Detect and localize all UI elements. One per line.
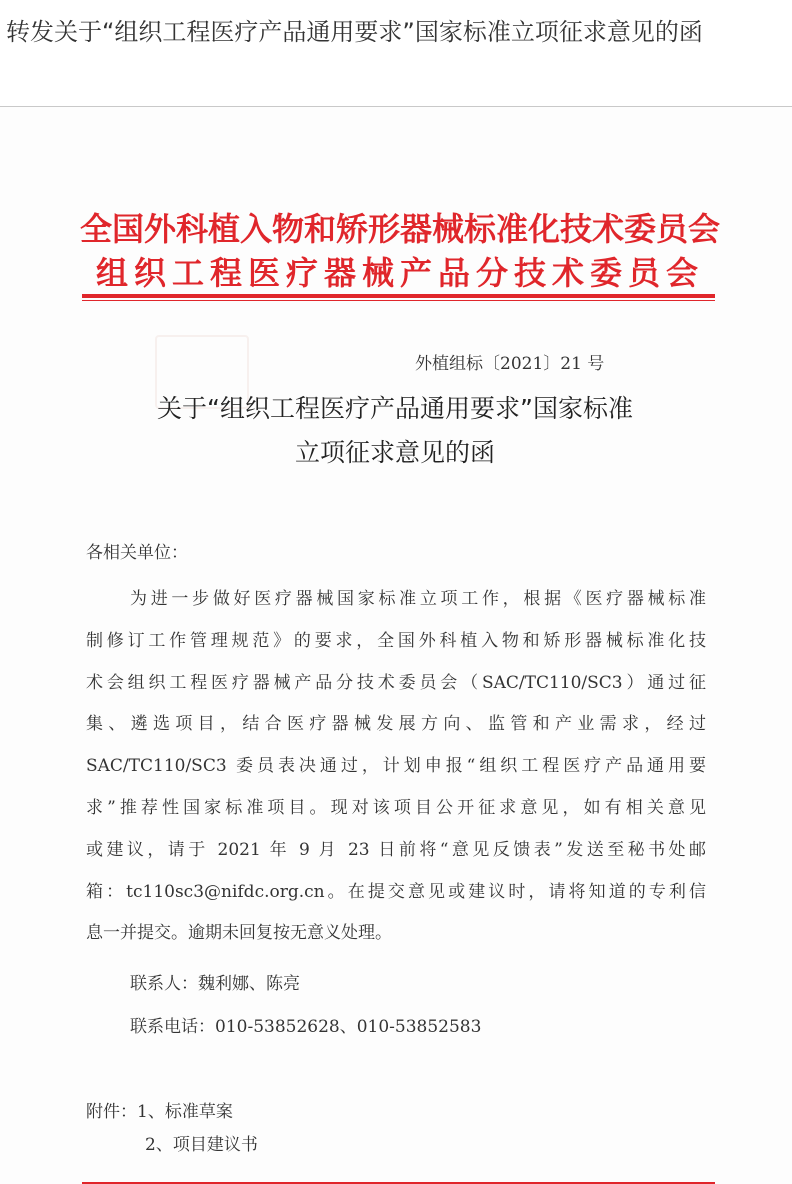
paragraph-line: 息一并提交。逾期未回复按无意义处理。	[86, 923, 392, 944]
paragraph-line: SAC/TC110/SC3 委员表决通过，计划申报“组织工程医疗产品通用要	[86, 756, 706, 777]
paragraph-line: 箱：tc110sc3@nifdc.org.cn。在提交意见或建议时，请将知道的专利信	[86, 881, 706, 902]
document-scan	[0, 107, 792, 1184]
document-title	[80, 387, 710, 475]
attachment-1: 附件：1、标准草案	[86, 1102, 233, 1122]
paragraph-line: 制修订工作管理规范》的要求，全国外科植入物和矫形器械标准化技	[86, 630, 706, 651]
letterhead-line-1: 全国外科植入物和矫形器械标准化技术委员会	[80, 210, 721, 248]
document-number: 外植组标〔2021〕21 号	[415, 354, 605, 374]
paragraph-line: 术会组织工程医疗器械产品分技术委员会（SAC/TC110/SC3）通过征	[86, 672, 706, 693]
paragraph-line: 求”推荐性国家标准项目。现对该项目公开征求意见，如有相关意见	[86, 797, 706, 818]
letterhead-rule	[82, 294, 715, 298]
document-title-line-2: 立项征求意见的函	[294, 438, 495, 467]
attachment-2: 2、项目建议书	[145, 1135, 258, 1155]
letterhead	[80, 207, 720, 295]
contact-phone: 联系电话：010-53852628、010-53852583	[130, 1017, 482, 1037]
body-paragraph	[86, 579, 706, 955]
paragraph-line: 为进一步做好医疗器械国家标准立项工作，根据《医疗器械标准	[130, 589, 706, 609]
contact-person: 联系人：魏利娜、陈亮	[130, 974, 300, 994]
salutation: 各相关单位：	[86, 543, 188, 563]
paragraph-line: 或建议，请于 2021 年 9 月 23 日前将“意见反馈表”发送至秘书处邮	[86, 839, 706, 860]
paragraph-line: 集、遴选项目，结合医疗器械发展方向、监管和产业需求，经过	[86, 714, 706, 735]
page-title: 转发关于“组织工程医疗产品通用要求”国家标准立项征求意见的函	[6, 18, 703, 46]
letterhead-line-2: 组织工程医疗器械产品分技术委员会	[95, 254, 704, 292]
letterhead-rule-thin	[82, 300, 715, 301]
document-title-line-1: 关于“组织工程医疗产品通用要求”国家标准	[157, 394, 633, 423]
